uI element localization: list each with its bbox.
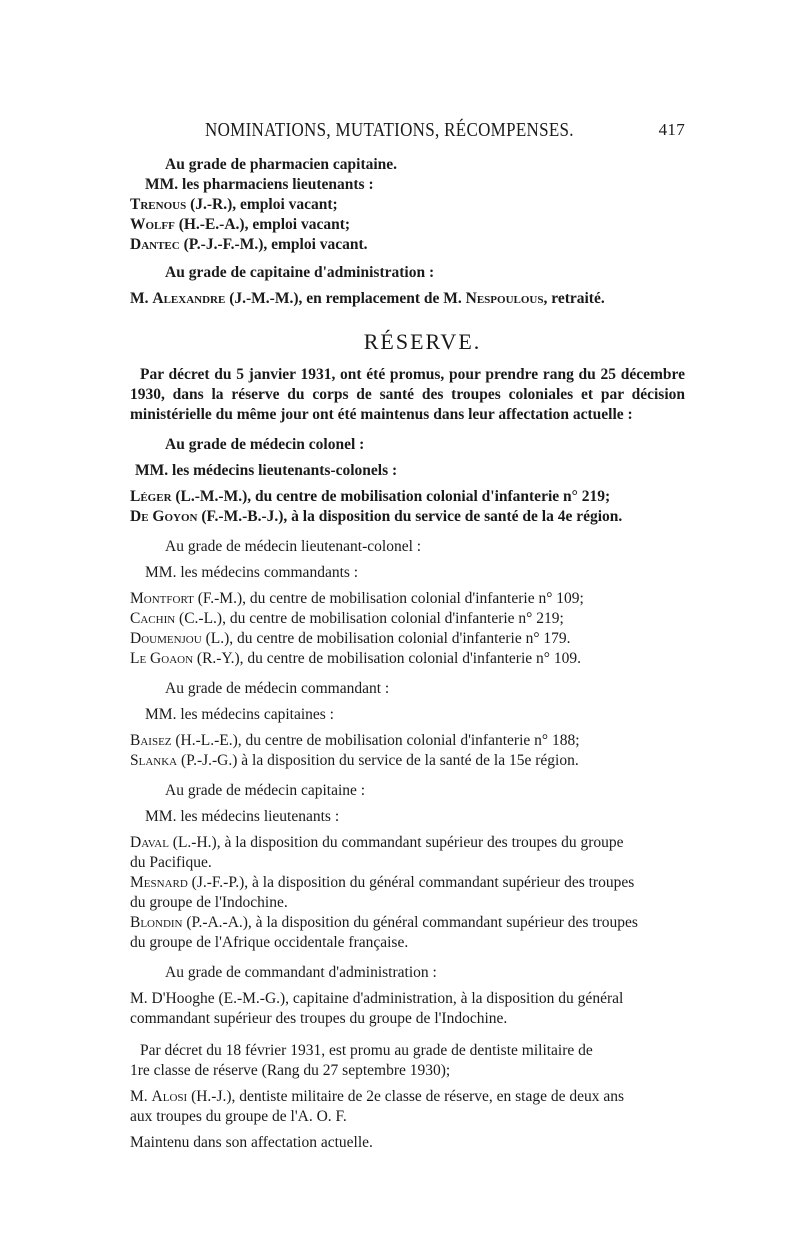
list-item [130, 833, 685, 853]
header-title: NOMINATIONS, MUTATIONS, RÉCOMPENSES. [205, 118, 574, 141]
entry-prefix: M. [130, 1088, 152, 1105]
person-name: Alosi [151, 1088, 188, 1105]
entry-text: (H.-J.), dentiste militaire de 2e classe de réserve, en stage de deux ans [187, 1088, 625, 1105]
list-item [130, 649, 685, 669]
grade-heading: Au grade de médecin capitaine : [165, 782, 366, 799]
entry-text: (P.-A.-A.), à la disposition du général commandant supérieur des troupes [182, 914, 638, 931]
list-intro: MM. les médecins commandants : [145, 564, 359, 581]
decree-continuation: 1re classe de réserve (Rang du 27 septembre 1930); [130, 1062, 451, 1079]
grade-heading: Au grade de pharmacien capitaine. [165, 156, 398, 173]
list-item: M. D'Hooghe (E.-M.-G.), capitaine d'administration, à la disposition du général [130, 990, 624, 1007]
list-item [130, 629, 685, 649]
list-item [130, 1087, 685, 1107]
list-item [130, 289, 685, 309]
grade-heading: Au grade de médecin commandant : [165, 680, 390, 697]
list-item [130, 873, 685, 893]
entry-text: (H.-E.-A.), emploi vacant; [174, 216, 351, 233]
entry-text: (C.-L.), du centre de mobilisation colonial d'infanterie n° 219; [175, 610, 564, 627]
list-item [130, 913, 685, 933]
person-name: Wolff [130, 216, 175, 233]
entry-text: (J.-F.-P.), à la disposition du général commandant supérieur des troupes [187, 874, 635, 891]
section-title: RÉSERVE. [363, 329, 482, 354]
entry-text: (J.-R.), emploi vacant; [186, 196, 338, 213]
entry-continuation: commandant supérieur des troupes du groupe de l'Indochine. [130, 1010, 508, 1027]
grade-heading: Au grade de médecin colonel : [165, 436, 365, 453]
entry-text: (J.-M.-M.), en remplacement de M. [225, 290, 466, 307]
entry-text: (L.), du centre de mobilisation colonial d'infanterie n° 179. [201, 630, 571, 647]
decree-paragraph: Par décret du 5 janvier 1931, ont été promus, pour prendre rang du 25 décembre 1930, dans la réserve du corps de santé des troupes coloniales et par décision ministérielle du même jour ont été maintenus dans leur affectation actuelle : [130, 366, 685, 423]
person-name: Mesnard [130, 874, 188, 891]
person-name: Dantec [130, 236, 180, 253]
decree-paragraph: Par décret du 18 février 1931, est promu au grade de dentiste militaire de [140, 1042, 593, 1059]
entry-text: (F.-M.-B.-J.), à la disposition du service de santé de la 4e région. [197, 508, 623, 525]
grade-heading: Au grade de capitaine d'administration : [165, 264, 435, 281]
grade-heading: Au grade de commandant d'administration : [165, 964, 437, 981]
document-body [130, 155, 685, 1153]
list-item [130, 195, 685, 215]
person-name: Trenous [130, 196, 187, 213]
list-item [130, 589, 685, 609]
person-name: Slanka [130, 752, 178, 769]
entry-text: (R.-Y.), du centre de mobilisation colonial d'infanterie n° 109. [193, 650, 581, 667]
person-name: Cachin [130, 610, 176, 627]
list-item [130, 731, 685, 751]
person-name: De Goyon [130, 508, 198, 525]
entry-text: , retraité. [543, 290, 605, 307]
entry-continuation: du groupe de l'Indochine. [130, 894, 288, 911]
person-name: Baisez [130, 732, 172, 749]
entry-text: (L.-M.-M.), du centre de mobilisation colonial d'infanterie n° 219; [171, 488, 611, 505]
person-name: Nespoulous [465, 290, 544, 307]
person-name: Léger [130, 488, 172, 505]
list-item [130, 235, 685, 255]
list-intro: MM. les médecins lieutenants : [145, 808, 340, 825]
person-name: Alexandre [152, 290, 226, 307]
entry-text: (F.-M.), du centre de mobilisation colonial d'infanterie n° 109; [193, 590, 584, 607]
entry-text: (P.-J.-F.-M.), emploi vacant. [179, 236, 368, 253]
list-item [130, 487, 685, 507]
person-name: Le Goaon [130, 650, 194, 667]
entry-text: (P.-J.-G.) à la disposition du service de la santé de la 15e région. [177, 752, 579, 769]
list-intro: MM. les médecins capitaines : [145, 706, 334, 723]
running-header [205, 120, 685, 140]
closing-line: Maintenu dans son affectation actuelle. [130, 1134, 373, 1151]
entry-continuation: aux troupes du groupe de l'A. O. F. [130, 1108, 347, 1125]
person-name: Daval [130, 834, 169, 851]
entry-text: (H.-L.-E.), du centre de mobilisation colonial d'infanterie n° 188; [171, 732, 580, 749]
grade-heading: Au grade de médecin lieutenant-colonel : [165, 538, 422, 555]
list-item [130, 609, 685, 629]
list-item [130, 751, 685, 771]
entry-prefix: M. [130, 290, 153, 307]
list-intro: MM. les pharmaciens lieutenants : [145, 176, 374, 193]
person-name: Doumenjou [130, 630, 202, 647]
list-item [130, 507, 685, 527]
list-intro: MM. les médecins lieutenants-colonels : [135, 462, 398, 479]
page-number: 417 [658, 120, 685, 139]
person-name: Montfort [130, 590, 194, 607]
list-item [130, 215, 685, 235]
person-name: Blondin [130, 914, 183, 931]
entry-text: (L.-H.), à la disposition du commandant supérieur des troupes du groupe [168, 834, 624, 851]
entry-continuation: du groupe de l'Afrique occidentale française. [130, 934, 409, 951]
entry-continuation: du Pacifique. [130, 854, 212, 871]
